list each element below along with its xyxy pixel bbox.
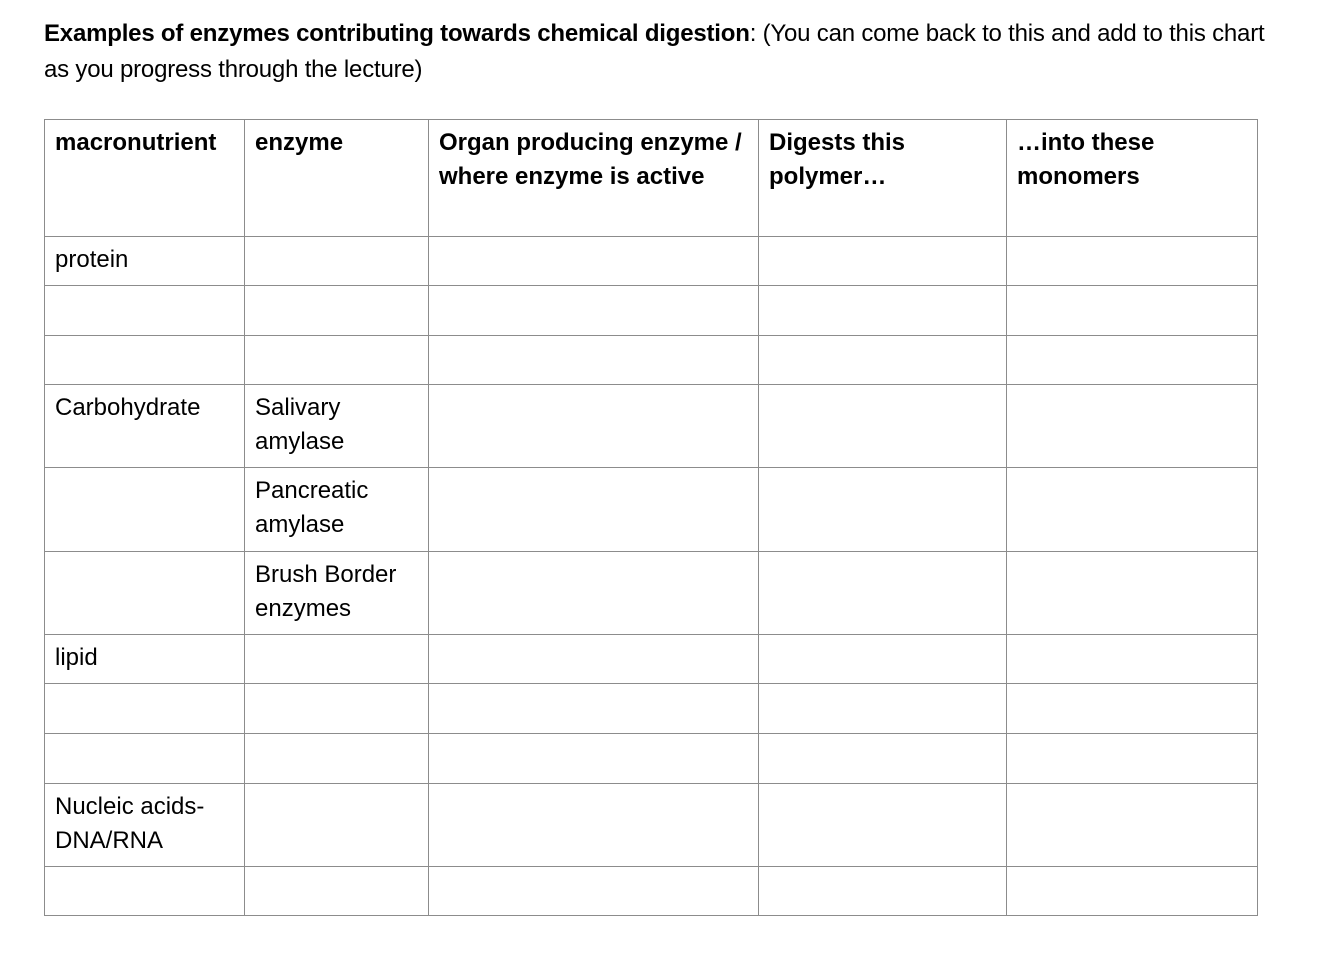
table-cell[interactable]: protein [45,237,245,286]
table-cell[interactable] [1007,734,1258,784]
table-cell[interactable] [759,734,1007,784]
table-cell[interactable] [429,784,759,867]
table-cell[interactable] [245,336,429,385]
table-cell[interactable] [1007,635,1258,684]
table-cell[interactable] [429,468,759,552]
table-cell[interactable] [45,286,245,336]
table-row [45,635,1258,684]
table-cell[interactable] [1007,784,1258,867]
table-cell[interactable] [1007,468,1258,552]
header-monomers: …into these monomers [1007,120,1258,237]
table-row [45,552,1258,635]
table-row [45,734,1258,784]
header-organ: Organ producing enzyme / where enzyme is active [429,120,759,237]
table-cell[interactable] [1007,684,1258,734]
table-cell[interactable] [1007,867,1258,916]
table-cell[interactable] [759,385,1007,468]
intro-heading: Examples of enzymes contributing towards chemical digestion [44,20,750,47]
table-row [45,237,1258,286]
table-cell[interactable] [45,684,245,734]
table-cell[interactable] [45,468,245,552]
table-cell[interactable] [759,635,1007,684]
table-cell[interactable] [759,684,1007,734]
table-row [45,684,1258,734]
header-enzyme: enzyme [245,120,429,237]
enzymes-table [44,119,1258,916]
header-macronutrient: macronutrient [45,120,245,237]
table-cell[interactable] [245,684,429,734]
table-cell[interactable] [1007,385,1258,468]
table-cell[interactable] [245,784,429,867]
table-cell[interactable] [429,336,759,385]
table-cell[interactable] [45,734,245,784]
table-cell[interactable] [429,385,759,468]
intro-paragraph [44,16,1284,88]
table-cell[interactable] [245,286,429,336]
table-cell[interactable] [1007,237,1258,286]
table-row [45,286,1258,336]
table-cell[interactable] [429,286,759,336]
table-cell[interactable] [759,784,1007,867]
table-cell[interactable] [429,237,759,286]
table-cell[interactable] [429,635,759,684]
table-cell[interactable] [429,552,759,635]
header-polymer: Digests this polymer… [759,120,1007,237]
table-cell[interactable] [759,237,1007,286]
table-cell[interactable] [1007,286,1258,336]
table-cell[interactable]: Brush Border enzymes [245,552,429,635]
intro-text: : (You can come back to this and add to this chart as you progress through the lecture) [44,20,1265,83]
table-cell[interactable] [759,336,1007,385]
table-cell[interactable]: Salivary amylase [245,385,429,468]
table-cell[interactable]: Pancreatic amylase [245,468,429,552]
table-cell[interactable] [245,867,429,916]
table-cell[interactable] [759,552,1007,635]
table-cell[interactable]: lipid [45,635,245,684]
table-cell[interactable] [1007,552,1258,635]
table-row [45,867,1258,916]
table-cell[interactable] [245,635,429,684]
table-cell[interactable]: Nucleic acids-DNA/RNA [45,784,245,867]
table-cell[interactable] [759,286,1007,336]
table-row [45,385,1258,468]
table-cell[interactable] [245,237,429,286]
table-cell[interactable] [45,336,245,385]
table-cell[interactable] [429,734,759,784]
table-cell[interactable] [1007,336,1258,385]
table-cell[interactable]: Carbohydrate [45,385,245,468]
table-cell[interactable] [45,552,245,635]
table-cell[interactable] [45,867,245,916]
table-header-row [45,120,1258,237]
table-cell[interactable] [759,468,1007,552]
table-cell[interactable] [759,867,1007,916]
table-row [45,784,1258,867]
table-row [45,468,1258,552]
table-cell[interactable] [429,684,759,734]
table-row [45,336,1258,385]
table-cell[interactable] [429,867,759,916]
table-cell[interactable] [245,734,429,784]
